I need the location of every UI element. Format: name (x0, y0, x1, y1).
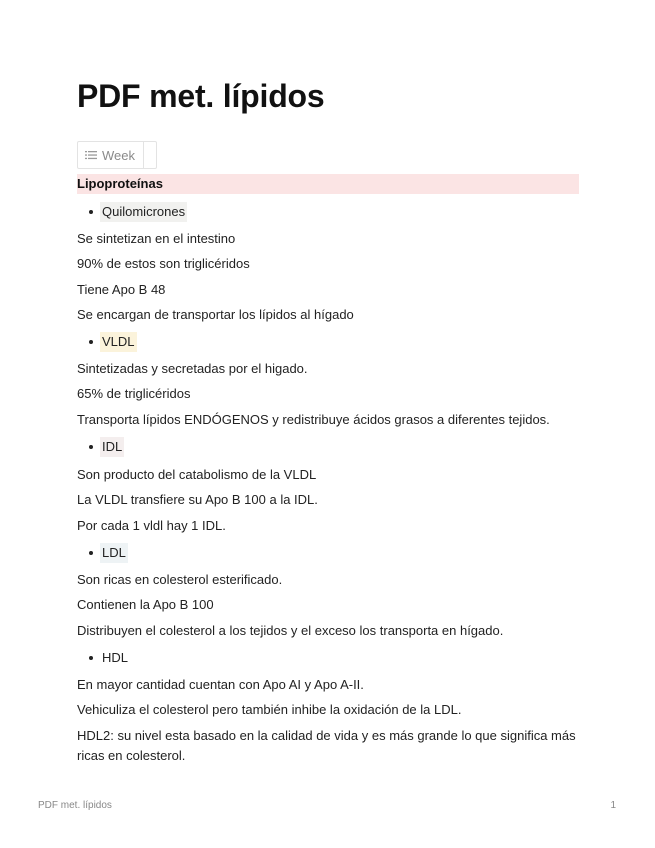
text-line: Distribuyen el colesterol a los tejidos y el exceso los transporta en hígado. (77, 623, 504, 638)
week-property-label: Week (102, 147, 135, 163)
text-line: Se encargan de transportar los lípidos al hígado (77, 307, 354, 322)
text-line: Contienen la Apo B 100 (77, 597, 214, 612)
bullet-dot (89, 210, 93, 214)
bullet-dot (89, 656, 93, 660)
footer-title: PDF met. lípidos (38, 800, 112, 811)
text-line: Tiene Apo B 48 (77, 282, 166, 297)
bullet-dot (89, 445, 93, 449)
page-number: 1 (610, 800, 616, 811)
text-line: Son producto del catabolismo de la VLDL (77, 467, 317, 482)
text-line: Vehiculiza el colesterol pero también inhibe la oxidación de la LDL. (77, 702, 462, 717)
bullet-label: VLDL (100, 332, 137, 352)
text-line: Por cada 1 vldl hay 1 IDL. (77, 518, 226, 533)
bullet-label: LDL (100, 543, 128, 563)
week-property-value[interactable] (144, 142, 156, 168)
bullet-label: Quilomicrones (100, 202, 187, 222)
text-line: 90% de estos son triglicéridos (77, 256, 250, 271)
week-property[interactable] (77, 141, 157, 169)
text-line: En mayor cantidad cuentan con Apo AI y Apo A-II. (77, 677, 364, 692)
section-heading: Lipoproteínas (77, 174, 579, 194)
text-line: Sintetizadas y secretadas por el higado. (77, 361, 308, 376)
text-line: Son ricas en colesterol esterificado. (77, 572, 283, 587)
week-property-cell[interactable] (78, 142, 143, 168)
bullet-label: HDL (102, 650, 129, 665)
bullet-dot (89, 551, 93, 555)
page-title: PDF met. lípidos (77, 78, 325, 114)
text-line: HDL2: su nivel esta basado en la calidad de vida y es más grande lo que significa más ricas en colesterol. (77, 728, 576, 763)
text-line: Se sintetizan en el intestino (77, 231, 236, 246)
text-line: Transporta lípidos ENDÓGENOS y redistribuye ácidos grasos a diferentes tejidos. (77, 412, 550, 427)
bullet-label: IDL (100, 437, 124, 457)
text-line: La VLDL transfiere su Apo B 100 a la IDL. (77, 492, 318, 507)
list-icon (85, 150, 97, 160)
bullet-dot (89, 340, 93, 344)
text-line: 65% de triglicéridos (77, 386, 191, 401)
